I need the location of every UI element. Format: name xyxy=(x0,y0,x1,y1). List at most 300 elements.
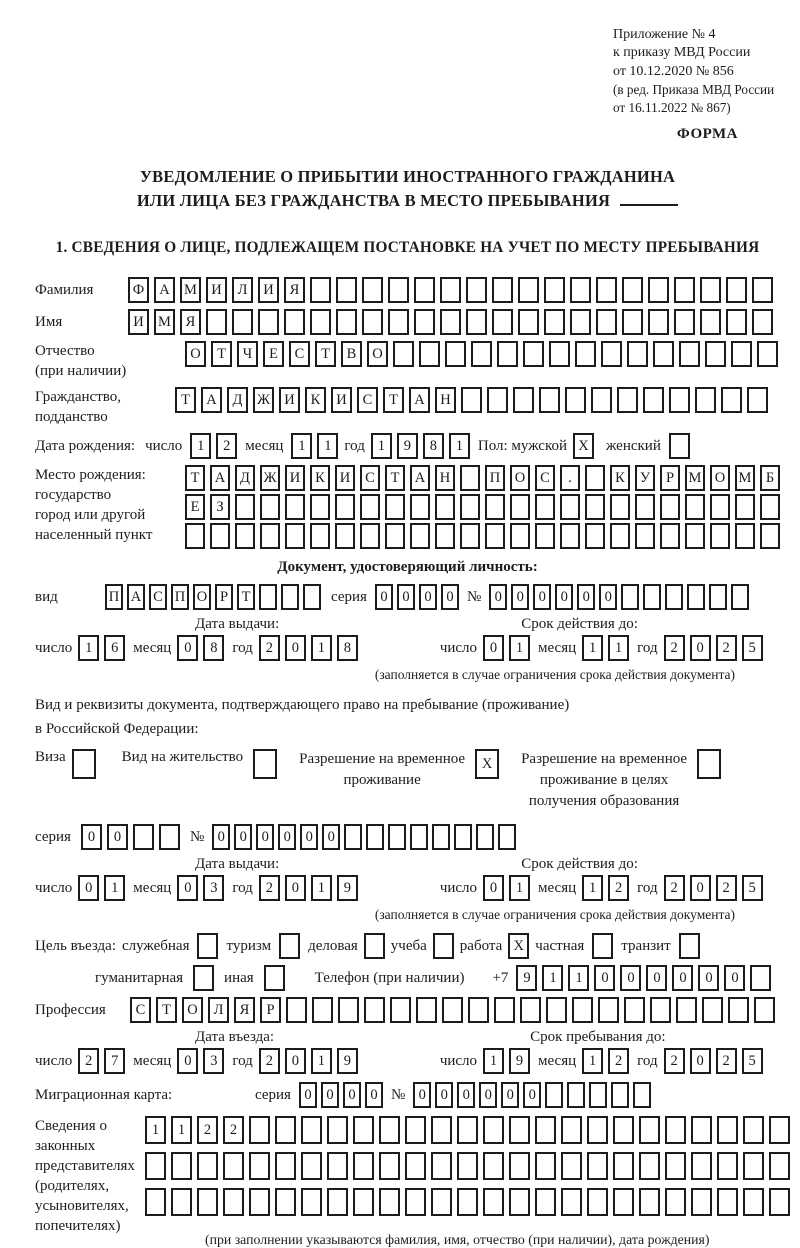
char-cell[interactable]: Р xyxy=(660,465,680,491)
char-cell[interactable] xyxy=(390,997,411,1023)
char-cell[interactable]: 1 xyxy=(190,433,211,459)
char-cell[interactable] xyxy=(752,277,773,303)
char-cell[interactable]: 9 xyxy=(509,1048,530,1074)
char-cell[interactable]: 8 xyxy=(423,433,444,459)
char-cell[interactable]: 1 xyxy=(483,1048,504,1074)
char-cell[interactable]: 0 xyxy=(375,584,393,610)
char-cell[interactable]: И xyxy=(279,387,300,413)
char-cell[interactable] xyxy=(624,997,645,1023)
char-cell[interactable]: 0 xyxy=(107,824,128,850)
char-cell[interactable] xyxy=(336,277,357,303)
char-cell[interactable] xyxy=(585,523,605,549)
char-cell[interactable]: 0 xyxy=(483,875,504,901)
char-cell[interactable]: 0 xyxy=(343,1082,361,1108)
char-cell[interactable] xyxy=(535,1188,556,1216)
char-cell[interactable] xyxy=(665,584,683,610)
char-cell[interactable] xyxy=(567,1082,585,1108)
char-cell[interactable] xyxy=(310,277,331,303)
char-cell[interactable] xyxy=(685,523,705,549)
char-cell[interactable]: И xyxy=(128,309,149,335)
char-cell[interactable]: 0 xyxy=(690,875,711,901)
char-cell[interactable] xyxy=(440,277,461,303)
char-cell[interactable] xyxy=(353,1152,374,1180)
char-cell[interactable] xyxy=(431,1188,452,1216)
char-cell[interactable] xyxy=(622,277,643,303)
char-cell[interactable] xyxy=(617,387,638,413)
char-cell[interactable] xyxy=(223,1152,244,1180)
char-cell[interactable]: 1 xyxy=(311,875,332,901)
char-cell[interactable] xyxy=(416,997,437,1023)
char-cell[interactable]: К xyxy=(310,465,330,491)
char-cell[interactable] xyxy=(360,494,380,520)
char-cell[interactable]: 1 xyxy=(509,875,530,901)
char-cell[interactable]: 0 xyxy=(690,635,711,661)
char-cell[interactable] xyxy=(743,1116,764,1144)
char-cell[interactable] xyxy=(388,277,409,303)
char-cell[interactable]: Ж xyxy=(253,387,274,413)
char-cell[interactable]: Л xyxy=(232,277,253,303)
char-cell[interactable] xyxy=(435,523,455,549)
char-cell[interactable] xyxy=(281,584,299,610)
char-cell[interactable]: 0 xyxy=(620,965,641,991)
char-cell[interactable] xyxy=(611,1082,629,1108)
char-cell[interactable] xyxy=(613,1188,634,1216)
char-cell[interactable] xyxy=(561,1188,582,1216)
char-cell[interactable]: О xyxy=(510,465,530,491)
char-cell[interactable] xyxy=(353,1116,374,1144)
char-cell[interactable] xyxy=(643,584,661,610)
char-cell[interactable] xyxy=(691,1116,712,1144)
char-cell[interactable]: 5 xyxy=(742,635,763,661)
char-cell[interactable]: 2 xyxy=(664,635,685,661)
char-cell[interactable] xyxy=(338,997,359,1023)
char-cell[interactable] xyxy=(431,1152,452,1180)
char-cell[interactable] xyxy=(639,1152,660,1180)
char-cell[interactable] xyxy=(700,277,721,303)
char-cell[interactable] xyxy=(159,824,180,850)
char-cell[interactable] xyxy=(419,341,440,367)
char-cell[interactable]: 9 xyxy=(337,875,358,901)
char-cell[interactable] xyxy=(457,1152,478,1180)
char-cell[interactable]: О xyxy=(710,465,730,491)
char-cell[interactable]: 2 xyxy=(259,635,280,661)
char-cell[interactable] xyxy=(457,1116,478,1144)
char-cell[interactable] xyxy=(206,309,227,335)
char-cell[interactable] xyxy=(717,1152,738,1180)
purpose-business-checkbox[interactable] xyxy=(364,933,385,959)
char-cell[interactable] xyxy=(721,387,742,413)
char-cell[interactable] xyxy=(483,1188,504,1216)
char-cell[interactable] xyxy=(622,309,643,335)
char-cell[interactable] xyxy=(710,523,730,549)
char-cell[interactable] xyxy=(353,1188,374,1216)
char-cell[interactable] xyxy=(344,824,362,850)
char-cell[interactable]: А xyxy=(154,277,175,303)
char-cell[interactable]: 0 xyxy=(646,965,667,991)
char-cell[interactable]: Е xyxy=(263,341,284,367)
char-cell[interactable] xyxy=(726,309,747,335)
char-cell[interactable] xyxy=(705,341,726,367)
purpose-private-checkbox[interactable] xyxy=(592,933,613,959)
char-cell[interactable]: 0 xyxy=(299,1082,317,1108)
char-cell[interactable] xyxy=(327,1188,348,1216)
char-cell[interactable]: Т xyxy=(156,997,177,1023)
char-cell[interactable] xyxy=(535,1152,556,1180)
char-cell[interactable] xyxy=(509,1188,530,1216)
char-cell[interactable]: 2 xyxy=(197,1116,218,1144)
char-cell[interactable] xyxy=(585,494,605,520)
char-cell[interactable]: 0 xyxy=(594,965,615,991)
char-cell[interactable] xyxy=(249,1116,270,1144)
char-cell[interactable] xyxy=(410,494,430,520)
char-cell[interactable] xyxy=(471,341,492,367)
char-cell[interactable] xyxy=(585,465,605,491)
char-cell[interactable] xyxy=(133,824,154,850)
char-cell[interactable] xyxy=(731,584,749,610)
char-cell[interactable] xyxy=(561,1116,582,1144)
char-cell[interactable] xyxy=(665,1116,686,1144)
char-cell[interactable] xyxy=(665,1188,686,1216)
char-cell[interactable] xyxy=(760,494,780,520)
char-cell[interactable] xyxy=(760,523,780,549)
char-cell[interactable]: И xyxy=(206,277,227,303)
char-cell[interactable] xyxy=(310,523,330,549)
char-cell[interactable] xyxy=(145,1152,166,1180)
char-cell[interactable]: 0 xyxy=(419,584,437,610)
char-cell[interactable]: 0 xyxy=(523,1082,541,1108)
char-cell[interactable]: Р xyxy=(260,997,281,1023)
char-cell[interactable] xyxy=(312,997,333,1023)
char-cell[interactable] xyxy=(752,309,773,335)
char-cell[interactable]: 0 xyxy=(285,1048,306,1074)
char-cell[interactable] xyxy=(735,494,755,520)
char-cell[interactable] xyxy=(405,1152,426,1180)
char-cell[interactable] xyxy=(388,824,406,850)
char-cell[interactable]: О xyxy=(185,341,206,367)
char-cell[interactable] xyxy=(695,387,716,413)
char-cell[interactable] xyxy=(570,309,591,335)
char-cell[interactable] xyxy=(414,277,435,303)
char-cell[interactable]: 0 xyxy=(278,824,296,850)
char-cell[interactable] xyxy=(336,309,357,335)
char-cell[interactable] xyxy=(589,1082,607,1108)
purpose-humanitarian-checkbox[interactable] xyxy=(193,965,214,991)
char-cell[interactable]: 0 xyxy=(177,875,198,901)
char-cell[interactable] xyxy=(598,997,619,1023)
char-cell[interactable] xyxy=(650,997,671,1023)
char-cell[interactable] xyxy=(702,997,723,1023)
char-cell[interactable]: 1 xyxy=(582,635,603,661)
char-cell[interactable]: 2 xyxy=(216,433,237,459)
char-cell[interactable] xyxy=(769,1152,790,1180)
char-cell[interactable] xyxy=(660,523,680,549)
char-cell[interactable]: 2 xyxy=(716,635,737,661)
char-cell[interactable] xyxy=(385,523,405,549)
char-cell[interactable]: 0 xyxy=(397,584,415,610)
char-cell[interactable]: Д xyxy=(227,387,248,413)
char-cell[interactable]: 5 xyxy=(742,875,763,901)
char-cell[interactable] xyxy=(643,387,664,413)
char-cell[interactable]: 1 xyxy=(582,1048,603,1074)
char-cell[interactable] xyxy=(405,1188,426,1216)
char-cell[interactable]: Н xyxy=(435,465,455,491)
char-cell[interactable] xyxy=(520,997,541,1023)
char-cell[interactable] xyxy=(679,341,700,367)
char-cell[interactable] xyxy=(483,1152,504,1180)
char-cell[interactable] xyxy=(364,997,385,1023)
char-cell[interactable]: Т xyxy=(385,465,405,491)
purpose-work-checkbox[interactable]: X xyxy=(508,933,529,959)
char-cell[interactable]: 5 xyxy=(742,1048,763,1074)
char-cell[interactable]: С xyxy=(357,387,378,413)
char-cell[interactable] xyxy=(601,341,622,367)
char-cell[interactable] xyxy=(171,1188,192,1216)
char-cell[interactable]: 2 xyxy=(716,1048,737,1074)
char-cell[interactable] xyxy=(327,1152,348,1180)
char-cell[interactable]: 0 xyxy=(501,1082,519,1108)
char-cell[interactable] xyxy=(518,309,539,335)
char-cell[interactable] xyxy=(709,584,727,610)
char-cell[interactable] xyxy=(258,309,279,335)
char-cell[interactable]: У xyxy=(635,465,655,491)
char-cell[interactable] xyxy=(674,277,695,303)
char-cell[interactable]: 0 xyxy=(511,584,529,610)
char-cell[interactable] xyxy=(498,824,516,850)
char-cell[interactable]: Л xyxy=(208,997,229,1023)
char-cell[interactable]: 1 xyxy=(291,433,312,459)
temp-residence-checkbox[interactable]: X xyxy=(475,749,499,779)
residence-permit-checkbox[interactable] xyxy=(253,749,277,779)
char-cell[interactable] xyxy=(232,309,253,335)
char-cell[interactable] xyxy=(591,387,612,413)
char-cell[interactable] xyxy=(575,341,596,367)
char-cell[interactable] xyxy=(570,277,591,303)
char-cell[interactable] xyxy=(587,1188,608,1216)
char-cell[interactable] xyxy=(249,1152,270,1180)
char-cell[interactable]: 1 xyxy=(568,965,589,991)
char-cell[interactable]: 2 xyxy=(259,875,280,901)
char-cell[interactable]: Т xyxy=(315,341,336,367)
char-cell[interactable] xyxy=(405,1116,426,1144)
char-cell[interactable]: 0 xyxy=(234,824,252,850)
char-cell[interactable] xyxy=(587,1116,608,1144)
char-cell[interactable]: Н xyxy=(435,387,456,413)
purpose-official-checkbox[interactable] xyxy=(197,933,218,959)
char-cell[interactable]: 1 xyxy=(317,433,338,459)
char-cell[interactable]: 8 xyxy=(203,635,224,661)
char-cell[interactable]: И xyxy=(285,465,305,491)
char-cell[interactable] xyxy=(310,309,331,335)
char-cell[interactable]: Т xyxy=(237,584,255,610)
char-cell[interactable]: С xyxy=(149,584,167,610)
char-cell[interactable] xyxy=(648,309,669,335)
char-cell[interactable]: Р xyxy=(215,584,233,610)
char-cell[interactable] xyxy=(561,1152,582,1180)
char-cell[interactable] xyxy=(596,309,617,335)
char-cell[interactable]: Б xyxy=(760,465,780,491)
char-cell[interactable] xyxy=(468,997,489,1023)
char-cell[interactable]: О xyxy=(182,997,203,1023)
char-cell[interactable]: С xyxy=(289,341,310,367)
char-cell[interactable]: 9 xyxy=(516,965,537,991)
char-cell[interactable]: 0 xyxy=(322,824,340,850)
char-cell[interactable]: И xyxy=(335,465,355,491)
char-cell[interactable] xyxy=(235,494,255,520)
purpose-transit-checkbox[interactable] xyxy=(679,933,700,959)
char-cell[interactable] xyxy=(769,1188,790,1216)
char-cell[interactable] xyxy=(457,1188,478,1216)
char-cell[interactable]: 0 xyxy=(577,584,595,610)
char-cell[interactable] xyxy=(565,387,586,413)
char-cell[interactable]: И xyxy=(331,387,352,413)
char-cell[interactable]: П xyxy=(171,584,189,610)
char-cell[interactable] xyxy=(445,341,466,367)
char-cell[interactable]: 1 xyxy=(608,635,629,661)
char-cell[interactable] xyxy=(303,584,321,610)
char-cell[interactable] xyxy=(442,997,463,1023)
char-cell[interactable] xyxy=(362,309,383,335)
char-cell[interactable] xyxy=(335,494,355,520)
char-cell[interactable] xyxy=(327,1116,348,1144)
char-cell[interactable]: 0 xyxy=(724,965,745,991)
char-cell[interactable]: Ф xyxy=(128,277,149,303)
char-cell[interactable] xyxy=(633,1082,651,1108)
char-cell[interactable]: Т xyxy=(211,341,232,367)
char-cell[interactable] xyxy=(435,494,455,520)
char-cell[interactable]: О xyxy=(367,341,388,367)
char-cell[interactable] xyxy=(454,824,472,850)
char-cell[interactable]: 0 xyxy=(81,824,102,850)
char-cell[interactable] xyxy=(750,965,771,991)
char-cell[interactable] xyxy=(549,341,570,367)
char-cell[interactable]: 0 xyxy=(285,875,306,901)
char-cell[interactable]: 0 xyxy=(177,635,198,661)
char-cell[interactable]: Д xyxy=(235,465,255,491)
visa-checkbox[interactable] xyxy=(72,749,96,779)
char-cell[interactable]: П xyxy=(485,465,505,491)
char-cell[interactable] xyxy=(669,387,690,413)
char-cell[interactable]: 2 xyxy=(78,1048,99,1074)
char-cell[interactable]: М xyxy=(154,309,175,335)
char-cell[interactable] xyxy=(440,309,461,335)
char-cell[interactable] xyxy=(301,1152,322,1180)
char-cell[interactable]: 2 xyxy=(259,1048,280,1074)
char-cell[interactable] xyxy=(388,309,409,335)
char-cell[interactable]: 0 xyxy=(321,1082,339,1108)
char-cell[interactable] xyxy=(700,309,721,335)
char-cell[interactable]: 0 xyxy=(441,584,459,610)
char-cell[interactable]: 0 xyxy=(457,1082,475,1108)
char-cell[interactable] xyxy=(685,494,705,520)
char-cell[interactable] xyxy=(635,523,655,549)
char-cell[interactable]: С xyxy=(360,465,380,491)
char-cell[interactable] xyxy=(523,341,544,367)
char-cell[interactable] xyxy=(546,997,567,1023)
char-cell[interactable] xyxy=(210,523,230,549)
char-cell[interactable] xyxy=(769,1116,790,1144)
char-cell[interactable] xyxy=(535,1116,556,1144)
char-cell[interactable]: 0 xyxy=(413,1082,431,1108)
char-cell[interactable] xyxy=(743,1152,764,1180)
char-cell[interactable] xyxy=(639,1116,660,1144)
char-cell[interactable] xyxy=(410,523,430,549)
char-cell[interactable]: А xyxy=(210,465,230,491)
sex-female-checkbox[interactable] xyxy=(669,433,690,459)
char-cell[interactable] xyxy=(518,277,539,303)
char-cell[interactable]: 2 xyxy=(608,1048,629,1074)
char-cell[interactable]: 1 xyxy=(542,965,563,991)
char-cell[interactable] xyxy=(393,341,414,367)
char-cell[interactable] xyxy=(360,523,380,549)
char-cell[interactable]: Т xyxy=(185,465,205,491)
char-cell[interactable] xyxy=(492,277,513,303)
char-cell[interactable] xyxy=(260,523,280,549)
char-cell[interactable]: Я xyxy=(284,277,305,303)
char-cell[interactable]: А xyxy=(410,465,430,491)
char-cell[interactable]: О xyxy=(193,584,211,610)
char-cell[interactable] xyxy=(544,277,565,303)
char-cell[interactable]: А xyxy=(127,584,145,610)
char-cell[interactable] xyxy=(284,309,305,335)
char-cell[interactable] xyxy=(414,309,435,335)
char-cell[interactable] xyxy=(461,387,482,413)
char-cell[interactable]: З xyxy=(210,494,230,520)
char-cell[interactable] xyxy=(674,309,695,335)
char-cell[interactable] xyxy=(432,824,450,850)
char-cell[interactable]: 0 xyxy=(285,635,306,661)
char-cell[interactable] xyxy=(691,1188,712,1216)
char-cell[interactable]: Т xyxy=(383,387,404,413)
char-cell[interactable]: 0 xyxy=(672,965,693,991)
char-cell[interactable] xyxy=(610,494,630,520)
char-cell[interactable]: 8 xyxy=(337,635,358,661)
char-cell[interactable] xyxy=(379,1116,400,1144)
char-cell[interactable] xyxy=(596,277,617,303)
char-cell[interactable]: Е xyxy=(185,494,205,520)
char-cell[interactable] xyxy=(185,523,205,549)
char-cell[interactable]: 0 xyxy=(300,824,318,850)
char-cell[interactable]: 0 xyxy=(690,1048,711,1074)
char-cell[interactable]: С xyxy=(130,997,151,1023)
char-cell[interactable] xyxy=(627,341,648,367)
purpose-study-checkbox[interactable] xyxy=(433,933,454,959)
char-cell[interactable] xyxy=(731,341,752,367)
char-cell[interactable]: В xyxy=(341,341,362,367)
char-cell[interactable] xyxy=(613,1152,634,1180)
char-cell[interactable] xyxy=(660,494,680,520)
char-cell[interactable]: 1 xyxy=(311,1048,332,1074)
char-cell[interactable] xyxy=(539,387,560,413)
char-cell[interactable] xyxy=(275,1188,296,1216)
char-cell[interactable]: 1 xyxy=(145,1116,166,1144)
char-cell[interactable] xyxy=(728,997,749,1023)
char-cell[interactable] xyxy=(301,1188,322,1216)
char-cell[interactable]: А xyxy=(201,387,222,413)
char-cell[interactable]: 0 xyxy=(599,584,617,610)
char-cell[interactable] xyxy=(726,277,747,303)
char-cell[interactable] xyxy=(259,584,277,610)
char-cell[interactable] xyxy=(613,1116,634,1144)
char-cell[interactable]: . xyxy=(560,465,580,491)
char-cell[interactable]: К xyxy=(610,465,630,491)
char-cell[interactable] xyxy=(509,1116,530,1144)
char-cell[interactable] xyxy=(379,1152,400,1180)
char-cell[interactable] xyxy=(653,341,674,367)
char-cell[interactable]: 1 xyxy=(171,1116,192,1144)
char-cell[interactable] xyxy=(235,523,255,549)
char-cell[interactable]: 7 xyxy=(104,1048,125,1074)
char-cell[interactable]: 0 xyxy=(533,584,551,610)
